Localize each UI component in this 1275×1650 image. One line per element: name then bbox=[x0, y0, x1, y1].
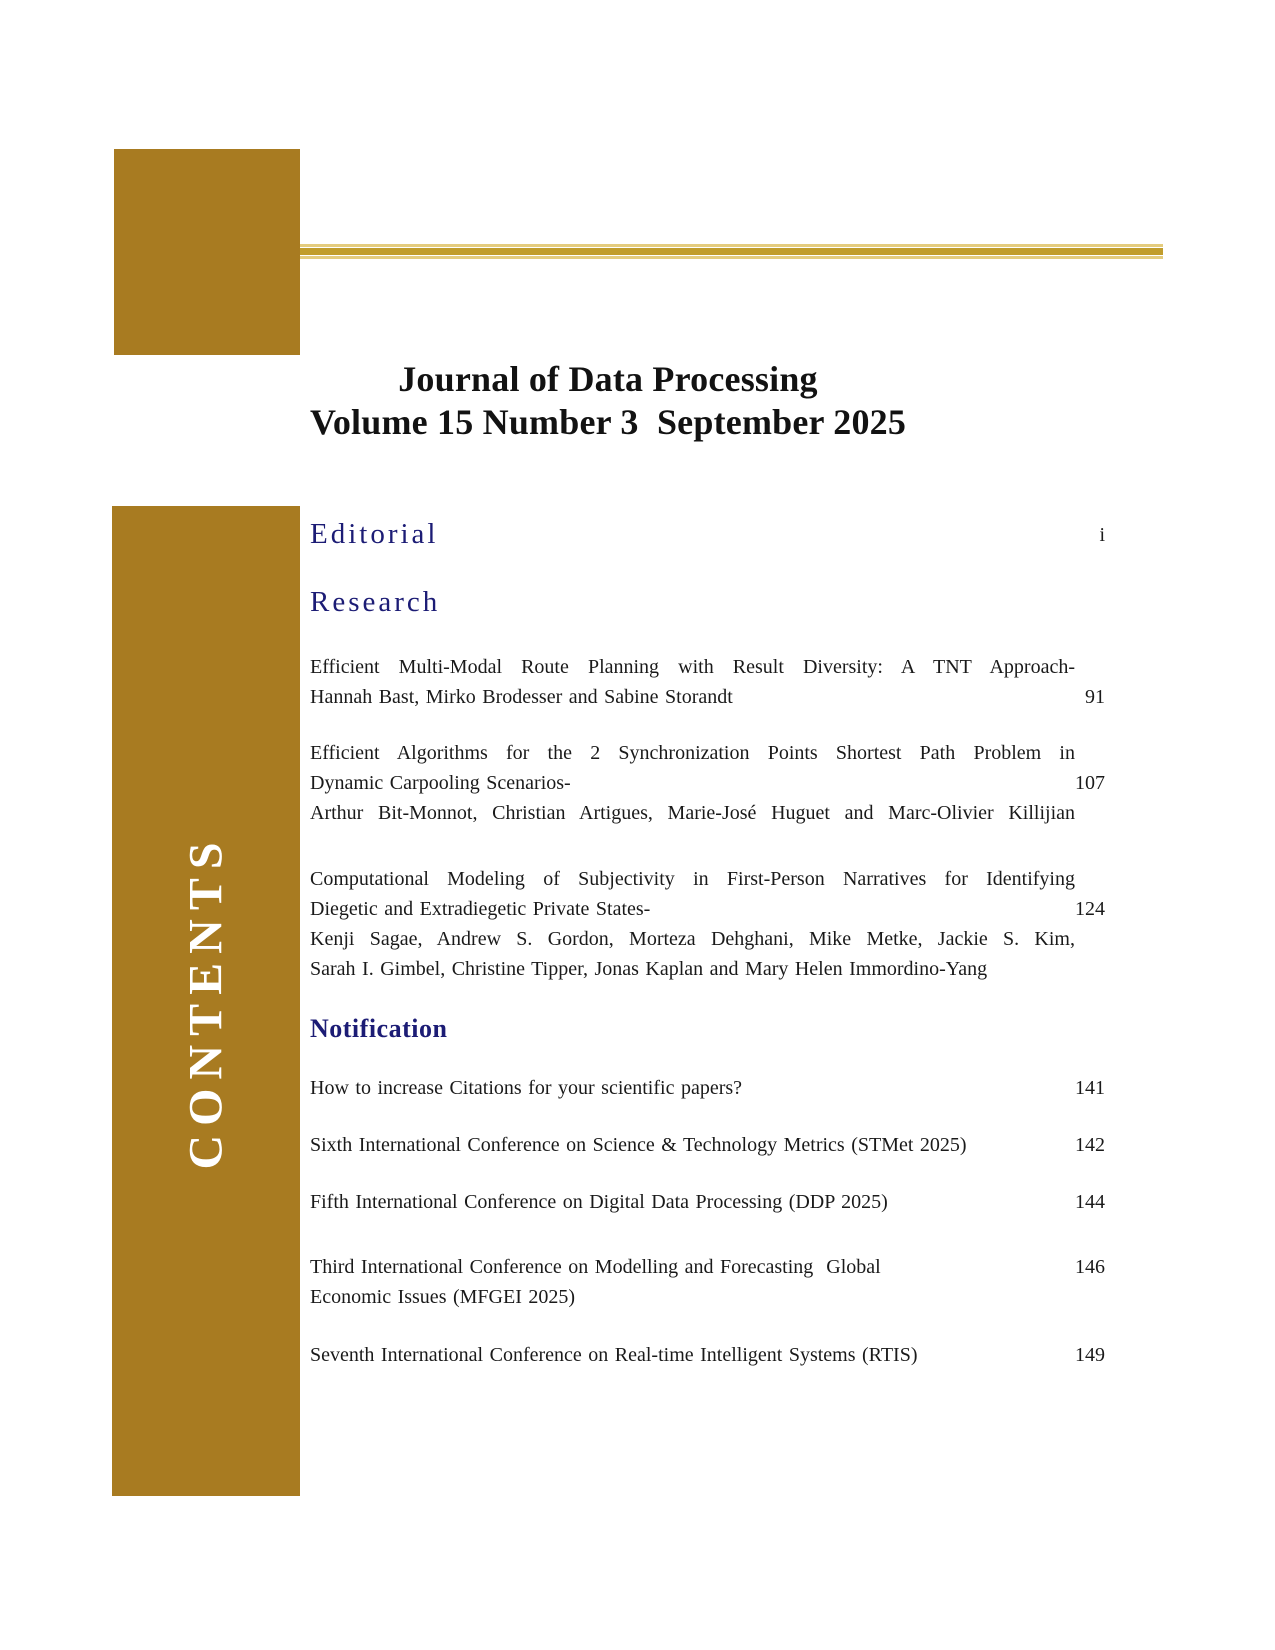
entry-text bbox=[310, 1340, 1075, 1370]
section-research-label: Research bbox=[310, 586, 441, 618]
journal-volume-line: Volume 15 Number 3 September 2025 bbox=[309, 402, 907, 442]
page-number-article-3: 124 bbox=[1075, 898, 1105, 920]
entry-line: Economic Issues (MFGEI 2025) bbox=[310, 1286, 576, 1308]
entry-line: Dynamic Carpooling Scenarios- bbox=[310, 772, 571, 794]
toc-entry-notice-3 bbox=[310, 1187, 1105, 1217]
entry-line: Seventh International Conference on Real-time Intelligent Systems (RTIS) bbox=[310, 1344, 918, 1366]
entry-authors-line: Kenji Sagae, Andrew S. Gordon, Morteza Dehghani, Mike Metke, Jackie S. Kim, bbox=[310, 928, 1075, 950]
section-notification-row bbox=[310, 1012, 1105, 1046]
toc-entry-notice-1 bbox=[310, 1073, 1105, 1103]
journal-title: Journal of Data Processing bbox=[398, 359, 818, 399]
entry-line: Third International Conference on Modelling and Forecasting Global bbox=[310, 1256, 881, 1278]
entry-text bbox=[310, 1252, 1075, 1312]
page-number-article-1: 91 bbox=[1085, 686, 1105, 708]
entry-line: Efficient Multi-Modal Route Planning with Result Diversity: A TNT Approach- bbox=[310, 656, 1075, 678]
page-number-notice-2: 142 bbox=[1075, 1134, 1105, 1156]
toc-content bbox=[310, 509, 1105, 1370]
entry-authors-line: Sarah I. Gimbel, Christine Tipper, Jonas Kaplan and Mary Helen Immordino-Yang bbox=[310, 958, 988, 980]
toc-entry-notice-2 bbox=[310, 1130, 1105, 1160]
contents-sidebar bbox=[112, 506, 300, 1496]
entry-authors-line: Arthur Bit-Monnot, Christian Artigues, Marie-José Huguet and Marc-Olivier Killijian bbox=[310, 802, 1075, 824]
journal-masthead bbox=[150, 358, 1066, 444]
entry-line: Diegetic and Extradiegetic Private States- bbox=[310, 898, 651, 920]
section-research-row bbox=[310, 585, 1105, 619]
toc-entry-article-3 bbox=[310, 864, 1105, 984]
section-editorial-row bbox=[310, 517, 1105, 551]
page-number-notice-5: 149 bbox=[1075, 1344, 1105, 1366]
entry-text bbox=[310, 738, 1075, 828]
entry-authors-line: Hannah Bast, Mirko Brodesser and Sabine Storandt bbox=[310, 686, 733, 708]
entry-line: Fifth International Conference on Digital Data Processing (DDP 2025) bbox=[310, 1191, 888, 1213]
gold-rule-top bbox=[300, 244, 1163, 247]
toc-entry-notice-4 bbox=[310, 1252, 1105, 1312]
entry-text bbox=[310, 652, 1075, 712]
page-number-notice-1: 141 bbox=[1075, 1077, 1105, 1099]
gold-rule-line bbox=[300, 244, 1163, 260]
gold-rule-middle bbox=[300, 248, 1163, 255]
page-number-editorial: i bbox=[1099, 524, 1105, 546]
entry-text bbox=[310, 864, 1075, 984]
page-number-article-2: 107 bbox=[1075, 772, 1105, 794]
entry-line: Computational Modeling of Subjectivity in First-Person Narratives for Identifying bbox=[310, 868, 1075, 890]
section-notification-label: Notification bbox=[310, 1014, 448, 1043]
gold-rule-bottom bbox=[300, 256, 1163, 259]
toc-entry-article-1 bbox=[310, 652, 1105, 712]
entry-line: Sixth International Conference on Science & Technology Metrics (STMet 2025) bbox=[310, 1134, 967, 1156]
top-gold-box bbox=[114, 149, 300, 355]
section-editorial-label: Editorial bbox=[310, 518, 439, 550]
page-number-notice-4: 146 bbox=[1075, 1256, 1105, 1278]
entry-line: How to increase Citations for your scientific papers? bbox=[310, 1077, 743, 1099]
page-number-notice-3: 144 bbox=[1075, 1191, 1105, 1213]
entry-line: Efficient Algorithms for the 2 Synchronization Points Shortest Path Problem in bbox=[310, 742, 1075, 764]
contents-label: CONTENTS bbox=[179, 832, 233, 1170]
toc-entry-article-2 bbox=[310, 738, 1105, 828]
toc-entry-notice-5 bbox=[310, 1340, 1105, 1370]
entry-text bbox=[310, 1130, 1075, 1160]
entry-text bbox=[310, 1073, 1075, 1103]
entry-text bbox=[310, 1187, 1075, 1217]
